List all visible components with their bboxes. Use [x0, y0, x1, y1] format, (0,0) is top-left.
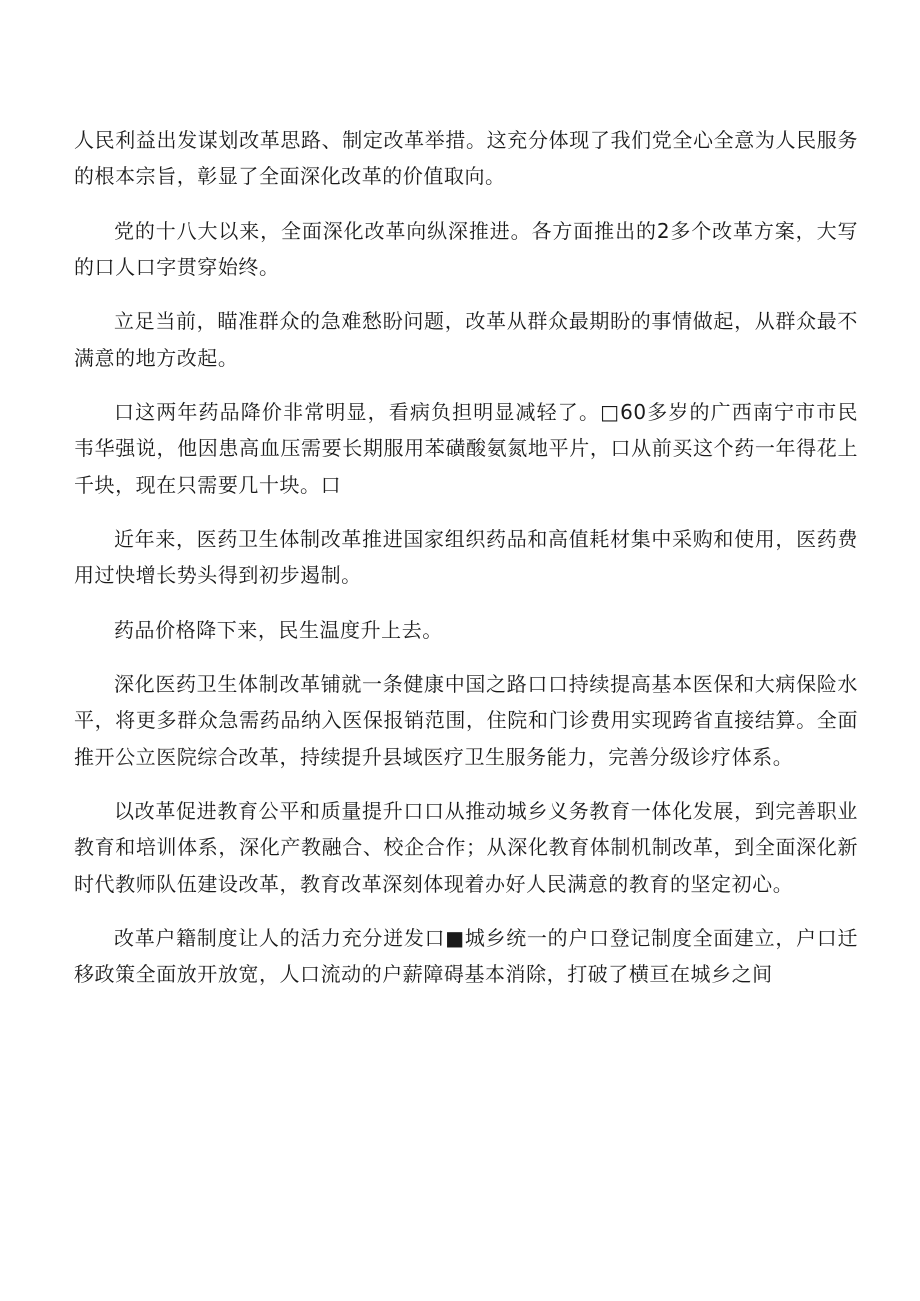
paragraph-4: 口这两年药品降价非常明显，看病负担明显减轻了。□60多岁的广西南宁市市民韦华强说，他因患高血压需要长期服用苯磺酸氨氮地平片，口从前买这个药一年得花上千块，现在只需要几十块。口: [74, 400, 858, 497]
paragraph-1: 人民利益出发谋划改革思路、制定改革举措。这充分体现了我们党全心全意为人民服务的根本宗旨，彰显了全面深化改革的价值取向。: [74, 128, 858, 189]
paragraph-8: 以改革促进教育公平和质量提升口口从推动城乡义务教育一体化发展，到完善职业教育和培训体系，深化产教融合、校企合作；从深化教育体制机制改革，到全面深化新时代教师队伍建设改革，教育改革深刻体现着办好人民满意的教育的坚定初心。: [74, 799, 858, 896]
paragraph-3: 立足当前，瞄准群众的急难愁盼问题，改革从群众最期盼的事情做起，从群众最不满意的地方改起。: [74, 309, 858, 370]
paragraph-2: 党的十八大以来，全面深化改革向纵深推进。各方面推出的2多个改革方案，大写的口人口字贯穿始终。: [74, 218, 858, 279]
paragraph-9: 改革户籍制度让人的活力充分迸发口■城乡统一的户口登记制度全面建立，户口迁移政策全面放开放宽，人口流动的户薪障碍基本消除，打破了横亘在城乡之间: [74, 926, 858, 987]
paragraph-6: 药品价格降下来，民生温度升上去。: [114, 617, 443, 642]
paragraph-5: 近年来，医药卫生体制改革推进国家组织药品和高值耗材集中采购和使用，医药费用过快增长势头得到初步遏制。: [74, 527, 858, 588]
paragraph-7: 深化医药卫生体制改革铺就一条健康中国之路口口持续提高基本医保和大病保险水平，将更多群众急需药品纳入医保报销范围，住院和门诊费用实现跨省直接结算。全面推开公立医院综合改革，持续提升县域医疗卫生服务能力，完善分级诊疗体系。: [74, 672, 858, 769]
